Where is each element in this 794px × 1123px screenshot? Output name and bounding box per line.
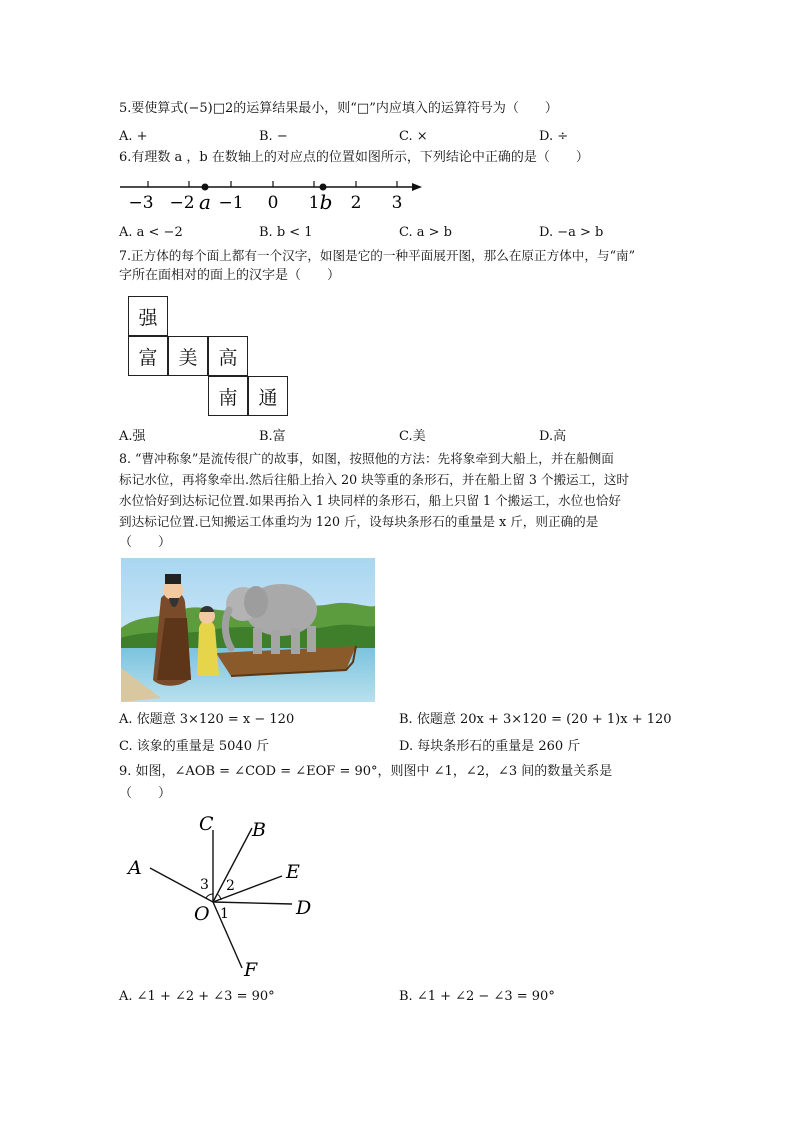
q8-option-a: A. 依题意 3×120 = x − 120 xyxy=(119,712,295,727)
q6-option-a: A. a < −2 xyxy=(119,225,183,240)
net-cell: 美 xyxy=(168,336,208,376)
label-c: C xyxy=(199,813,214,835)
tick-label: −3 xyxy=(128,193,154,213)
net-cell: 富 xyxy=(128,336,168,376)
q9-option-a: A. ∠1 + ∠2 + ∠3 = 90° xyxy=(119,989,275,1004)
label-d: D xyxy=(296,897,312,919)
tick-label: 0 xyxy=(267,193,279,213)
q5-option-b: B. − xyxy=(259,129,288,144)
q7-stem-line1: 7.正方体的每个面上都有一个汉字，如图是它的一种平面展开图，那么在原正方体中，与“南” xyxy=(119,248,636,263)
tick-label: 1 xyxy=(308,193,320,213)
q5-stem xyxy=(119,100,558,118)
label-angle-2: 2 xyxy=(226,878,235,894)
label-f: F xyxy=(244,959,258,981)
tick-label: −2 xyxy=(169,193,195,213)
label-b: B xyxy=(252,819,266,841)
q8-stem-line5: （ ） xyxy=(119,535,172,550)
net-cell: 通 xyxy=(248,376,288,416)
q6-option-c: C. a > b xyxy=(399,225,452,240)
q7-option-b: B.富 xyxy=(259,429,286,444)
net-cell: 南 xyxy=(208,376,248,416)
q5-stem-prefix: 5.要使算式 xyxy=(119,101,184,116)
q8-stem-line3: 水位恰好到达标记位置.如果再抬入 1 块同样的条形石，船上只留 1 个搬运工，水位也恰好 xyxy=(119,493,622,508)
q8-stem-line2: 标记水位，再将象牵出.然后往船上抬入 20 块等重的条形石，并在船上留 3 个搬运工，这时 xyxy=(119,472,630,487)
point-b-label: b xyxy=(319,190,333,214)
q6-stem: 6.有理数 a ，b 在数轴上的对应点的位置如图所示，下列结论中正确的是（ ） xyxy=(119,150,589,165)
point-a-label: a xyxy=(199,190,211,214)
q6-option-d: D. −a > b xyxy=(539,225,604,240)
tick-label: 2 xyxy=(350,193,362,213)
q5-expression: (−5)□2 xyxy=(183,101,234,116)
net-cell: 强 xyxy=(128,296,168,336)
net-cell: 高 xyxy=(208,336,248,376)
q5-stem-suffix: 的运算结果最小，则“□”内应填入的运算符号为（ ） xyxy=(233,101,558,116)
q7-option-c: C.美 xyxy=(399,429,426,444)
ray-oe xyxy=(213,876,282,902)
q8-option-b: B. 依题意 20x + 3×120 = (20 + 1)x + 120 xyxy=(399,712,672,727)
ray-od xyxy=(213,902,292,904)
q5-option-a: A. + xyxy=(119,129,148,144)
q5-option-d: D. ÷ xyxy=(539,129,569,144)
q9-stem-line1: 9. 如图，∠AOB = ∠COD = ∠EOF = 90°，则图中 ∠1，∠2，∠3 间的数量关系是 xyxy=(119,764,613,779)
angle-diagram xyxy=(120,808,330,983)
cao-chong-elephant-illustration xyxy=(121,558,375,702)
label-angle-1: 1 xyxy=(220,906,229,922)
label-a: A xyxy=(128,857,142,879)
q8-option-d: D. 每块条形石的重量是 260 斤 xyxy=(399,739,581,754)
label-o: O xyxy=(194,903,210,925)
q7-stem-line2: 字所在面相对的面上的汉字是（ ） xyxy=(119,268,341,283)
q8-stem-line4: 到达标记位置.已知搬运工体重均为 120 斤，设每块条形石的重量是 x 斤，则正确的是 xyxy=(119,514,599,529)
label-e: E xyxy=(286,861,300,883)
q8-stem-line1: 8. “曹冲称象”是流传很广的故事，如图，按照他的方法：先将象牵到大船上，并在船侧面 xyxy=(119,451,614,466)
tick-label: −1 xyxy=(218,193,244,213)
tick-label: 3 xyxy=(391,193,403,213)
label-angle-3: 3 xyxy=(200,877,209,893)
q6-option-b: B. b < 1 xyxy=(259,225,313,240)
q7-option-d: D.高 xyxy=(539,429,567,444)
q6-number-line xyxy=(116,172,436,216)
q8-option-c: C. 该象的重量是 5040 斤 xyxy=(119,739,270,754)
q9-stem-line2: （ ） xyxy=(119,786,172,801)
q9-option-b: B. ∠1 + ∠2 − ∠3 = 90° xyxy=(399,989,555,1004)
q5-option-c: C. × xyxy=(399,129,428,144)
q7-option-a: A.强 xyxy=(119,429,146,444)
